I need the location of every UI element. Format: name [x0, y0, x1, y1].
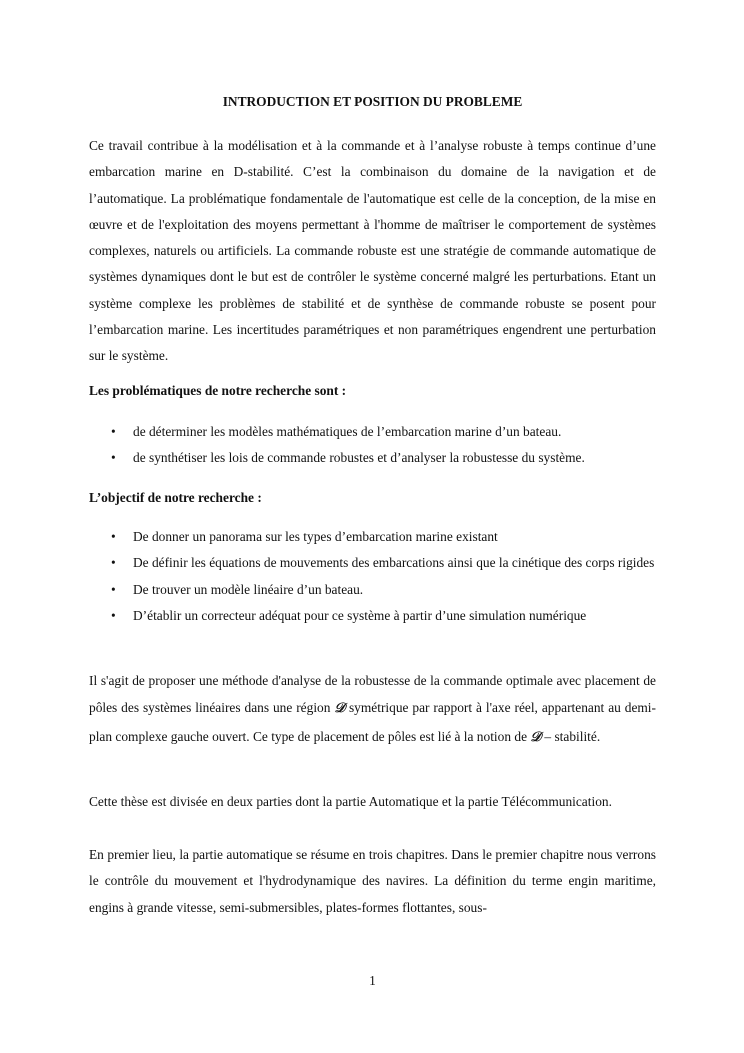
d-region-symbol: 𝒟 — [530, 728, 542, 745]
list-item-text: de déterminer les modèles mathématiques de l’embarcation marine d’un bateau. — [133, 424, 562, 439]
objectif-list — [89, 524, 656, 629]
list-item-text: De trouver un modèle linéaire d’un bateau. — [133, 581, 364, 597]
list-item-text: De donner un panorama sur les types d’embarcation marine existant — [133, 529, 498, 544]
method-text-part2: symétrique par rapport à l'axe réel, appartenant au demi-plan complexe gauche ouvert. Ce type de placement de pôles est lié à la notion de — [89, 700, 656, 744]
bullet-icon: • — [111, 555, 116, 571]
bullet-icon: • — [111, 529, 116, 544]
list-item — [89, 524, 656, 550]
bullet-icon: • — [111, 450, 116, 466]
bullet-icon: • — [111, 424, 116, 439]
list-item-text: De définir les équations de mouvements des embarcations ainsi que la cinétique des corps rigides — [133, 555, 655, 571]
problematiques-heading: Les problématiques de notre recherche sont : — [89, 383, 347, 398]
intro-paragraph: Ce travail contribue à la modélisation et à la commande et à l’analyse robuste à temps continue d’une embarcation marine en D-stabilité. C’est la combinaison du domaine de la navigation et de l’automatique. La problématique fondamentale de l'automatique est celle de la conception, de la mise en œuvre et de l'exploitation des moyens permettant à l'homme de maîtriser le comportement de systèmes complexes, naturels ou artificiels. La commande robuste est une stratégie de commande automatique de systèmes dynamiques dont le but est de contrôler le système concerné malgré les perturbations. Etant un système complexe les problèmes de stabilité et de synthèse de commande robuste se posent pour l’embarcation marine. Les incertitudes paramétriques et non paramétriques engendrent une perturbation sur le système. — [89, 138, 656, 364]
method-text-part1: Il s'agit de proposer une méthode d'analyse de la robustesse de la commande optimale avec placement de pôles des systèmes linéaires dans une région — [89, 673, 656, 716]
list-item — [89, 445, 656, 471]
premier-paragraph: En premier lieu, la partie automatique se résume en trois chapitres. Dans le premier chapitre nous verrons le contrôle du mouvement et l'hydrodynamique des navires. La définition du terme engin maritime, engins à grande vitesse, semi-submersibles, plates-formes flottantes, sous- — [89, 847, 656, 915]
method-paragraph — [89, 667, 656, 751]
list-item-text: de synthétiser les lois de commande robustes et d’analyser la robustesse du système. — [133, 450, 585, 466]
objectif-heading: L’objectif de notre recherche : — [89, 490, 262, 505]
bullet-icon: • — [111, 607, 116, 623]
list-item — [89, 550, 656, 576]
problematiques-list — [89, 419, 656, 472]
bullet-icon: • — [111, 581, 116, 597]
page-number: 1 — [369, 973, 376, 988]
these-paragraph: Cette thèse est divisée en deux parties dont la partie Automatique et la partie Télécommunication. — [89, 794, 612, 809]
list-item — [89, 419, 656, 445]
d-region-symbol: 𝒟 — [334, 700, 346, 717]
method-text-part3: – stabilité. — [541, 728, 601, 744]
list-item-text: D’établir un correcteur adéquat pour ce système à partir d’une simulation numérique — [133, 607, 587, 623]
list-item — [89, 577, 656, 603]
list-item — [89, 603, 656, 629]
page-title: INTRODUCTION ET POSITION DU PROBLEME — [222, 94, 523, 109]
